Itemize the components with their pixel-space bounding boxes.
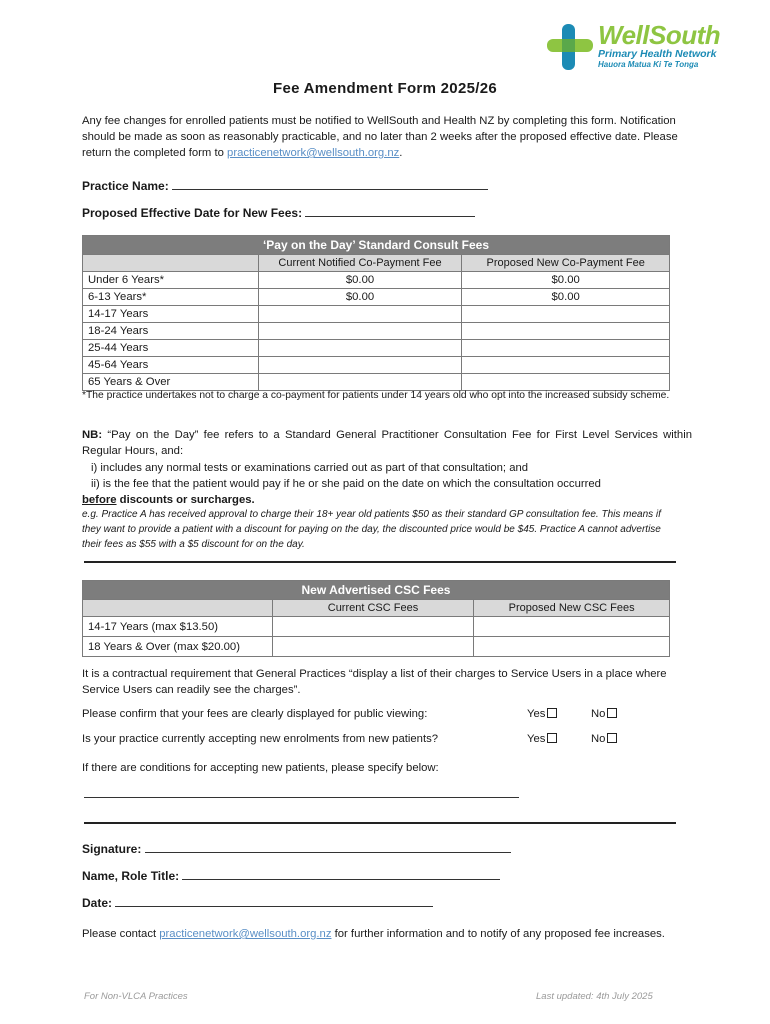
effective-date-line[interactable] (305, 204, 475, 217)
proposed-fee-cell[interactable] (462, 340, 670, 357)
logo-maori: Hauora Matua Ki Te Tonga (598, 60, 699, 69)
date-field[interactable] (82, 894, 433, 910)
effective-date-label: Proposed Effective Date for New Fees: (82, 206, 303, 220)
signature-field[interactable] (82, 840, 511, 856)
fees-displayed-yes[interactable] (527, 708, 557, 720)
practice-name-field[interactable] (82, 177, 488, 193)
nb-item-2: ii) is the fee that the patient would pay if he or she paid on the date on which the consultation occurred (91, 478, 601, 490)
checkbox-icon[interactable] (547, 733, 557, 743)
accepting-no[interactable] (591, 733, 617, 745)
row-label: 14-17 Years (max $13.50) (83, 617, 273, 637)
pay-col-proposed: Proposed New Co-Payment Fee (462, 255, 670, 272)
current-fee-cell[interactable]: $0.00 (258, 272, 462, 289)
fees-displayed-no[interactable] (591, 708, 617, 720)
page-title: Fee Amendment Form 2025/26 (273, 80, 497, 97)
nb-before-line (82, 492, 692, 508)
row-label: 14-17 Years (83, 306, 259, 323)
name-role-line[interactable] (182, 867, 500, 880)
date-label: Date: (82, 896, 113, 910)
nb-text: “Pay on the Day” fee refers to a Standard General Practitioner Consultation Fee for First Level Services within Regular Hours, and: (82, 429, 692, 457)
row-label: 65 Years & Over (83, 374, 259, 391)
proposed-fee-cell[interactable]: $0.00 (462, 272, 670, 289)
practice-name-label: Practice Name: (82, 179, 169, 193)
csc-table-blank-header (83, 600, 273, 617)
nb-label: NB: (82, 429, 103, 441)
signature-line[interactable] (145, 840, 511, 853)
pay-table-title: ‘Pay on the Day’ Standard Consult Fees (83, 236, 670, 255)
nb-before: before (82, 494, 117, 506)
table-row (83, 340, 670, 357)
csc-table-title: New Advertised CSC Fees (83, 581, 670, 600)
checkbox-icon[interactable] (607, 708, 617, 718)
row-label: 18 Years & Over (max $20.00) (83, 637, 273, 657)
csc-col-current: Current CSC Fees (272, 600, 474, 617)
conditions-label: If there are conditions for accepting new patients, please specify below: (82, 762, 439, 774)
table-row (83, 617, 670, 637)
intro-paragraph (82, 113, 692, 161)
row-label: 25-44 Years (83, 340, 259, 357)
proposed-fee-cell[interactable]: $0.00 (462, 289, 670, 306)
table-row (83, 323, 670, 340)
name-role-label: Name, Role Title: (82, 869, 180, 883)
pay-table-blank-header (83, 255, 259, 272)
pay-col-current: Current Notified Co-Payment Fee (258, 255, 462, 272)
contact-email-link[interactable]: practicenetwork@wellsouth.org.nz (159, 928, 332, 940)
proposed-csc-cell[interactable] (474, 617, 670, 637)
current-fee-cell[interactable]: $0.00 (258, 289, 462, 306)
wellsouth-logo (545, 20, 745, 72)
row-label: Under 6 Years* (83, 272, 259, 289)
pay-on-day-table (82, 235, 670, 391)
table-row (83, 272, 670, 289)
date-line[interactable] (115, 894, 433, 907)
divider (84, 561, 676, 563)
current-fee-cell[interactable] (258, 340, 462, 357)
table-row (83, 306, 670, 323)
intro-text: Any fee changes for enrolled patients must be notified to WellSouth and Health NZ by completing this form. Notification should be made as soon as reasonably practicable, and no later than 2 weeks after the proposed effective date. Please return the completed form to (82, 115, 678, 159)
yes-label: Yes (527, 733, 546, 745)
name-role-field[interactable] (82, 867, 500, 883)
contract-paragraph: It is a contractual requirement that General Practices “display a list of their charges to Service Users in a place where Service Users can readily see the charges”. (82, 668, 667, 696)
contact-after: for further information and to notify of any proposed fee increases. (331, 928, 665, 940)
checkbox-icon[interactable] (547, 708, 557, 718)
nb-after-before: discounts or surcharges. (116, 494, 255, 506)
logo-name: WellSouth (598, 20, 721, 50)
question-fees-displayed: Please confirm that your fees are clearly displayed for public viewing: (82, 708, 428, 720)
practice-name-line[interactable] (172, 177, 488, 190)
table-row (83, 289, 670, 306)
current-fee-cell[interactable] (258, 306, 462, 323)
signature-label: Signature: (82, 842, 142, 856)
current-csc-cell[interactable] (272, 617, 474, 637)
proposed-fee-cell[interactable] (462, 306, 670, 323)
logo-subtitle: Primary Health Network (598, 48, 717, 60)
current-csc-cell[interactable] (272, 637, 474, 657)
effective-date-field[interactable] (82, 204, 475, 220)
csc-fees-table (82, 580, 670, 657)
current-fee-cell[interactable] (258, 357, 462, 374)
intro-email-link[interactable]: practicenetwork@wellsouth.org.nz (227, 147, 400, 159)
footer-left: For Non-VLCA Practices (84, 991, 188, 1002)
row-label: 45-64 Years (83, 357, 259, 374)
pay-table-footnote: *The practice undertakes not to charge a co-payment for patients under 14 years old who opt into the increased subsidy scheme. (82, 390, 670, 401)
row-label: 18-24 Years (83, 323, 259, 340)
proposed-fee-cell[interactable] (462, 323, 670, 340)
nb-example: e.g. Practice A has received approval to charge their 18+ year old patients $50 as their standard GP consultation fee. This means if they want to provide a patient with a discount for paying on the day, the discounted price would be $45. Practice A cannot advertise their fees as $55 with a $5 discount for on the day. (82, 509, 661, 550)
proposed-csc-cell[interactable] (474, 637, 670, 657)
current-fee-cell[interactable] (258, 323, 462, 340)
nb-item-1: i) includes any normal tests or examinations carried out as part of that consultation; and (91, 462, 529, 474)
no-label: No (591, 708, 606, 720)
row-label: 6-13 Years* (83, 289, 259, 306)
footer-right: Last updated: 4th July 2025 (536, 991, 653, 1002)
conditions-line[interactable] (84, 797, 519, 798)
nb-paragraph (82, 427, 692, 459)
accepting-yes[interactable] (527, 733, 557, 745)
no-label: No (591, 733, 606, 745)
contact-before: Please contact (82, 928, 160, 940)
cross-logo-icon (545, 22, 595, 72)
proposed-fee-cell[interactable] (462, 357, 670, 374)
divider (84, 822, 676, 824)
intro-end: . (399, 147, 403, 159)
csc-col-proposed: Proposed New CSC Fees (474, 600, 670, 617)
checkbox-icon[interactable] (607, 733, 617, 743)
yes-label: Yes (527, 708, 546, 720)
table-row (83, 637, 670, 657)
question-accepting-enrolments: Is your practice currently accepting new enrolments from new patients? (82, 733, 439, 745)
table-row (83, 357, 670, 374)
contact-paragraph (82, 926, 692, 942)
